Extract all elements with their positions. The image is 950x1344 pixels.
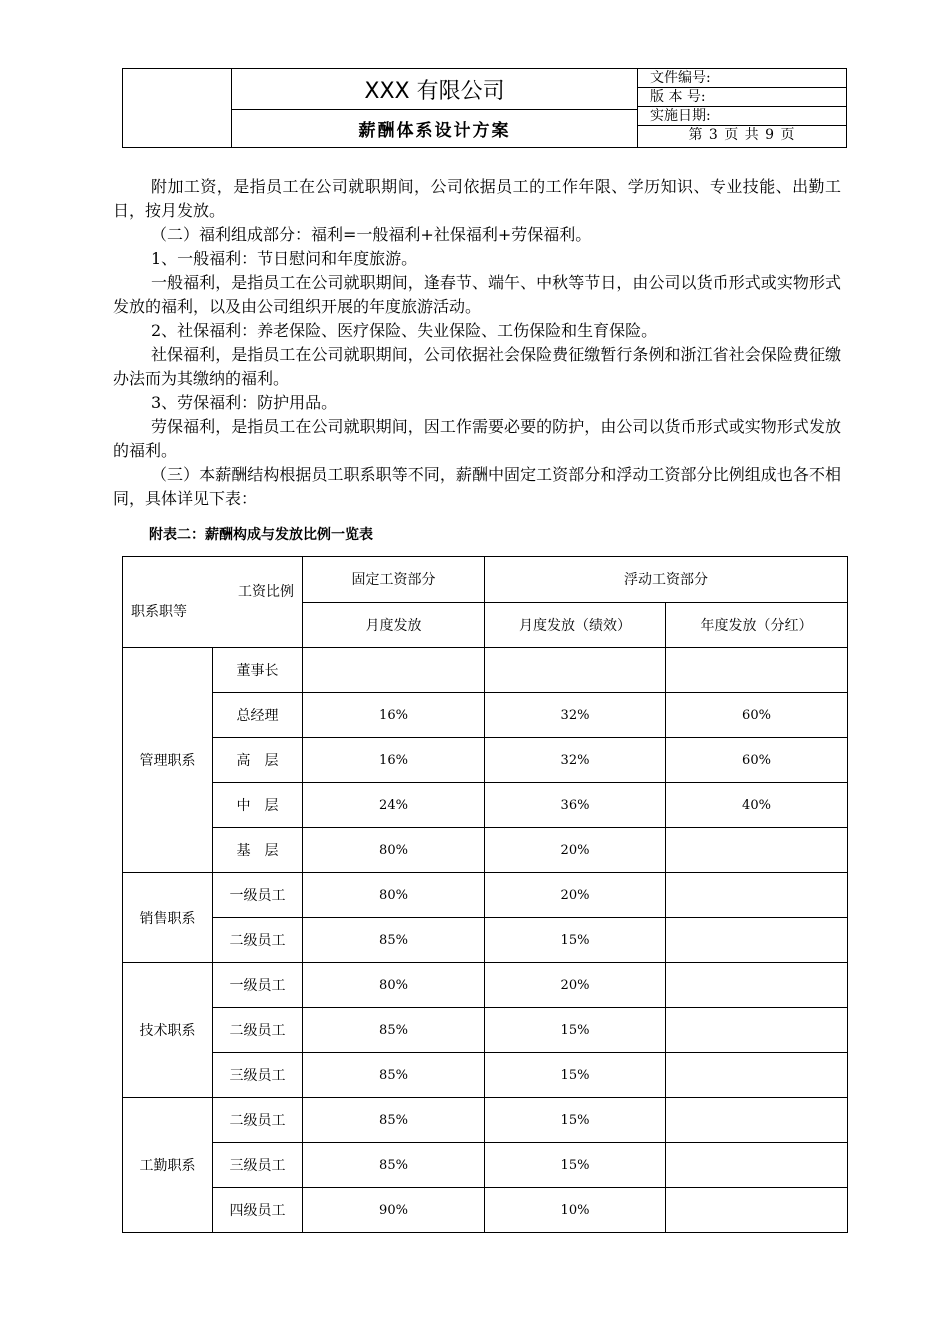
float-annual-cell: 60%: [666, 738, 848, 783]
float-annual-cell: [666, 873, 848, 918]
float-monthly-cell: [485, 648, 666, 693]
fixed-monthly-cell: 16%: [303, 693, 485, 738]
fixed-monthly-cell: 85%: [303, 1053, 485, 1098]
level-cell: 高 层: [213, 738, 303, 783]
fixed-monthly-cell: 16%: [303, 738, 485, 783]
table-row: [123, 783, 848, 828]
float-annual-cell: 40%: [666, 783, 848, 828]
table-row: [123, 738, 848, 783]
corner-cell: [123, 557, 303, 648]
float-annual-cell: [666, 1098, 848, 1143]
paragraph: 劳保福利，是指员工在公司就职期间，因工作需要必要的防护，由公司以货币形式或实物形式发放的福利。: [113, 417, 841, 460]
level-cell: 总经理: [213, 693, 303, 738]
level-cell: 中 层: [213, 783, 303, 828]
corner-top-label: 工资比例: [238, 584, 294, 600]
float-monthly-cell: 15%: [485, 1143, 666, 1188]
float-annual-cell: [666, 828, 848, 873]
float-monthly-header: 月度发放（绩效）: [485, 602, 666, 648]
job-family-cell: 工勤职系: [123, 1098, 213, 1233]
float-monthly-cell: 15%: [485, 1053, 666, 1098]
job-family-cell: 销售职系: [123, 873, 213, 963]
float-annual-cell: [666, 963, 848, 1008]
paragraph: （二）福利组成部分：福利=一般福利+社保福利+劳保福利。: [151, 225, 592, 244]
fixed-monthly-cell: 85%: [303, 1008, 485, 1053]
level-cell: 二级员工: [213, 1098, 303, 1143]
body-text: [113, 175, 841, 511]
float-monthly-cell: 20%: [485, 963, 666, 1008]
paragraph: 附加工资，是指员工在公司就职期间，公司依据员工的工作年限、学历知识、专业技能、出勤工日，按月发放。: [113, 177, 841, 220]
float-annual-cell: [666, 918, 848, 963]
job-family-cell: 管理职系: [123, 648, 213, 873]
fixed-monthly-header: 月度发放: [303, 602, 485, 648]
paragraph: 2、社保福利：养老保险、医疗保险、失业保险、工伤保险和生育保险。: [151, 321, 658, 340]
level-cell: 一级员工: [213, 963, 303, 1008]
fixed-salary-header: 固定工资部分: [303, 557, 485, 603]
level-cell: 三级员工: [213, 1143, 303, 1188]
float-annual-cell: 60%: [666, 693, 848, 738]
table-row: [123, 1098, 848, 1143]
level-cell: 二级员工: [213, 1008, 303, 1053]
float-annual-cell: [666, 1053, 848, 1098]
corner-bottom-label: 职系职等: [131, 604, 187, 620]
level-cell: 一级员工: [213, 873, 303, 918]
logo-cell: [123, 69, 232, 147]
float-monthly-cell: 20%: [485, 828, 666, 873]
document-title: 薪酬体系设计方案: [232, 110, 638, 147]
float-annual-cell: [666, 648, 848, 693]
table-row: [123, 648, 848, 693]
fixed-monthly-cell: 24%: [303, 783, 485, 828]
table-row: [123, 918, 848, 963]
level-cell: 二级员工: [213, 918, 303, 963]
table-row: [123, 1053, 848, 1098]
paragraph: 社保福利，是指员工在公司就职期间，公司依据社会保险费征缴暂行条例和浙江省社会保险费征缴办法而为其缴纳的福利。: [113, 345, 841, 388]
fixed-monthly-cell: 80%: [303, 963, 485, 1008]
table-row: [123, 693, 848, 738]
table-row: [123, 828, 848, 873]
floating-salary-header: 浮动工资部分: [485, 557, 848, 603]
paragraph: （三）本薪酬结构根据员工职系职等不同，薪酬中固定工资部分和浮动工资部分比例组成也各不相同，具体详见下表：: [113, 465, 841, 508]
float-monthly-cell: 10%: [485, 1188, 666, 1233]
fixed-monthly-cell: 80%: [303, 828, 485, 873]
table-body: [123, 648, 848, 1233]
fixed-monthly-cell: 90%: [303, 1188, 485, 1233]
fixed-monthly-cell: 85%: [303, 918, 485, 963]
table-row: [123, 873, 848, 918]
level-cell: 三级员工: [213, 1053, 303, 1098]
table-row: [123, 1188, 848, 1233]
job-family-cell: 技术职系: [123, 963, 213, 1098]
float-monthly-cell: 15%: [485, 1008, 666, 1053]
float-annual-header: 年度发放（分红）: [666, 602, 848, 648]
page-number: 第 3 页 共 9 页: [688, 127, 796, 143]
float-monthly-cell: 20%: [485, 873, 666, 918]
version-label: 版 本 号:: [638, 88, 846, 107]
float-monthly-cell: 15%: [485, 1098, 666, 1143]
float-monthly-cell: 32%: [485, 738, 666, 783]
fixed-monthly-cell: 80%: [303, 873, 485, 918]
salary-table: [122, 556, 848, 1233]
paragraph: 一般福利，是指员工在公司就职期间，逢春节、端午、中秋等节日，由公司以货币形式或实物形式发放的福利，以及由公司组织开展的年度旅游活动。: [113, 273, 841, 316]
table-row: [123, 1008, 848, 1053]
level-cell: 基 层: [213, 828, 303, 873]
float-annual-cell: [666, 1008, 848, 1053]
table-row: [123, 963, 848, 1008]
fixed-monthly-cell: [303, 648, 485, 693]
fixed-monthly-cell: 85%: [303, 1143, 485, 1188]
company-name: XXX 有限公司: [232, 69, 638, 110]
float-annual-cell: [666, 1143, 848, 1188]
float-monthly-cell: 15%: [485, 918, 666, 963]
implementation-date-label: 实施日期:: [638, 107, 846, 126]
float-monthly-cell: 36%: [485, 783, 666, 828]
document-meta: [638, 69, 846, 147]
table-row: [123, 1143, 848, 1188]
float-monthly-cell: 32%: [485, 693, 666, 738]
table-caption: 附表二：薪酬构成与发放比例一览表: [149, 527, 373, 543]
file-number-label: 文件编号:: [638, 69, 846, 88]
paragraph: 3、劳保福利：防护用品。: [151, 393, 338, 412]
level-cell: 四级员工: [213, 1188, 303, 1233]
float-annual-cell: [666, 1188, 848, 1233]
paragraph: 1、一般福利：节日慰问和年度旅游。: [151, 249, 418, 268]
fixed-monthly-cell: 85%: [303, 1098, 485, 1143]
document-header: [122, 68, 847, 148]
level-cell: 董事长: [213, 648, 303, 693]
